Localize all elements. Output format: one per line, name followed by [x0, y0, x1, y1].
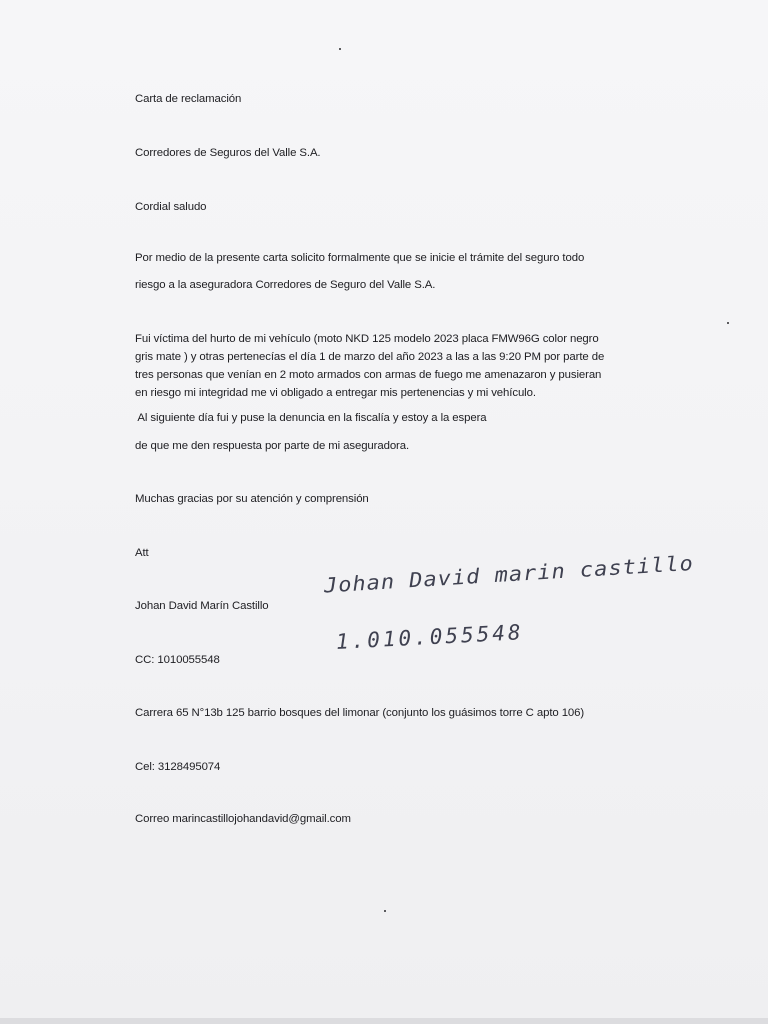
followup-line-2: de que me den respuesta por parte de mi aseguradora. — [135, 440, 410, 452]
scan-speck — [727, 322, 729, 324]
recipient-line: Corredores de Seguros del Valle S.A. — [135, 147, 321, 159]
thanks-line: Muchas gracias por su atención y comprensión — [135, 493, 369, 505]
address-line: Carrera 65 N°13b 125 barrio bosques del limonar (conjunto los guásimos torre C apto 106) — [135, 707, 585, 719]
body-line-1: Fui víctima del hurto de mi vehículo (moto NKD 125 modelo 2023 placa FMW96G color negro — [135, 333, 599, 345]
id-number-line: CC: 1010055548 — [135, 654, 220, 666]
handwritten-id-number: 1.010.055548 — [335, 620, 525, 654]
intro-line-2: riesgo a la aseguradora Corredores de Seguro del Valle S.A. — [135, 279, 436, 291]
scan-speck — [339, 48, 341, 50]
page-bottom-edge — [0, 1018, 768, 1024]
body-line-2: gris mate ) y otras pertenecías el día 1 de marzo del año 2023 a las a las 9:20 PM por parte de — [135, 351, 605, 363]
intro-line-1: Por medio de la presente carta solicito formalmente que se inicie el trámite del seguro todo — [135, 252, 585, 264]
handwritten-signature-name: Johan David marin castillo — [323, 552, 695, 598]
scan-speck — [384, 910, 386, 912]
phone-line: Cel: 3128495074 — [135, 761, 221, 773]
letter-title: Carta de reclamación — [135, 93, 242, 105]
greeting-line: Cordial saludo — [135, 201, 207, 213]
body-line-3: tres personas que venían en 2 moto armados con armas de fuego me amenazaron y pusieran — [135, 369, 602, 381]
sender-name: Johan David Marín Castillo — [135, 600, 269, 612]
body-line-4: en riesgo mi integridad me vi obligado a entregar mis pertenencias y mi vehículo. — [135, 387, 536, 399]
closing-line: Att — [135, 547, 149, 559]
followup-line-1: Al siguiente día fui y puse la denuncia en la fiscalía y estoy a la espera — [135, 412, 487, 424]
email-line: Correo marincastillojohandavid@gmail.com — [135, 813, 351, 825]
